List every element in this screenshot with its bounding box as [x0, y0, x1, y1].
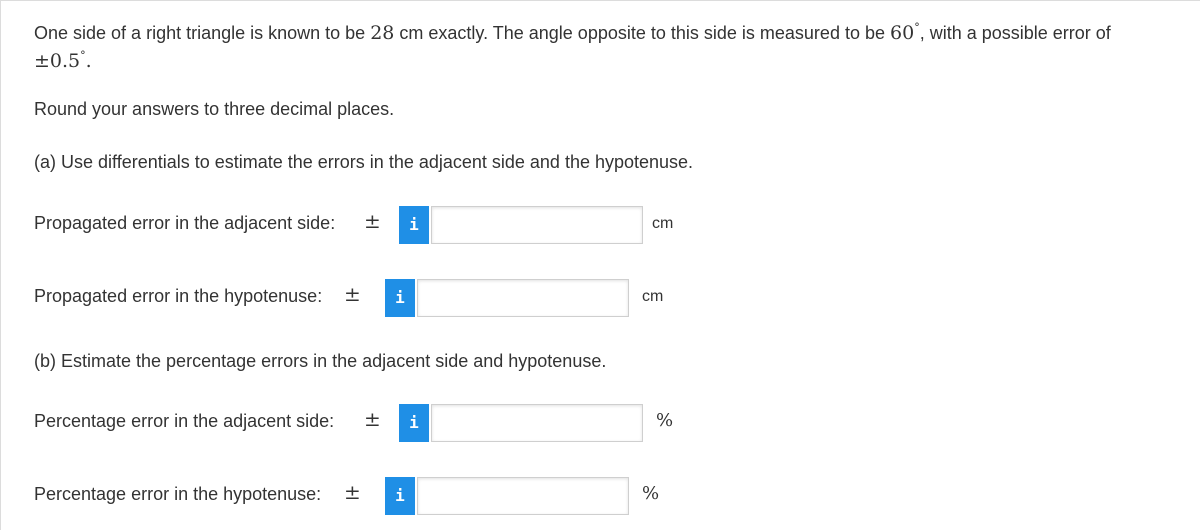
angle-value-group [890, 22, 920, 44]
adjacent-percentage-input[interactable] [431, 404, 643, 442]
angle-value: 60 [890, 22, 915, 44]
error-end: . [85, 50, 92, 72]
unit-label: cm [642, 288, 664, 305]
hypotenuse-percentage-input[interactable] [417, 477, 629, 515]
error-value: ±0.5 [34, 50, 81, 72]
question-label: Percentage error in the hypotenuse: [34, 484, 322, 504]
problem-statement-line-2 [34, 44, 92, 73]
hypotenuse-error-input[interactable] [417, 279, 629, 317]
question-label: Propagated error in the adjacent side: [34, 213, 336, 233]
plus-minus-sign: ± [344, 282, 361, 306]
info-icon-button[interactable]: i [385, 279, 415, 317]
instructions: Round your answers to three decimal places. [34, 99, 395, 119]
degree-symbol: ° [914, 21, 920, 34]
info-icon-button[interactable]: i [399, 404, 429, 442]
percent-unit-label: % [642, 483, 660, 504]
info-icon-button[interactable]: i [385, 477, 415, 515]
part-a-heading: (a) Use differentials to estimate the errors in the adjacent side and the hypotenuse. [34, 152, 694, 172]
adjacent-error-input[interactable] [431, 206, 643, 244]
problem-statement-line-1 [34, 16, 1111, 45]
problem-text-2: cm exactly. The angle opposite to this side is measured to be [394, 23, 890, 43]
plus-minus-sign: ± [364, 209, 381, 233]
plus-minus-sign: ± [344, 480, 361, 504]
problem-text-1: One side of a right triangle is known to be [34, 23, 371, 43]
plus-minus-sign: ± [364, 407, 381, 431]
percent-unit-label: % [656, 410, 674, 431]
unit-label: cm [652, 215, 674, 232]
question-label: Propagated error in the hypotenuse: [34, 286, 323, 306]
side-value: 28 [370, 22, 395, 44]
info-icon-button[interactable]: i [399, 206, 429, 244]
question-label: Percentage error in the adjacent side: [34, 411, 335, 431]
part-b-heading: (b) Estimate the percentage errors in the adjacent side and hypotenuse. [34, 351, 607, 371]
problem-text-3: , with a possible error of [919, 23, 1111, 43]
degree-symbol-2: ° [80, 49, 86, 62]
